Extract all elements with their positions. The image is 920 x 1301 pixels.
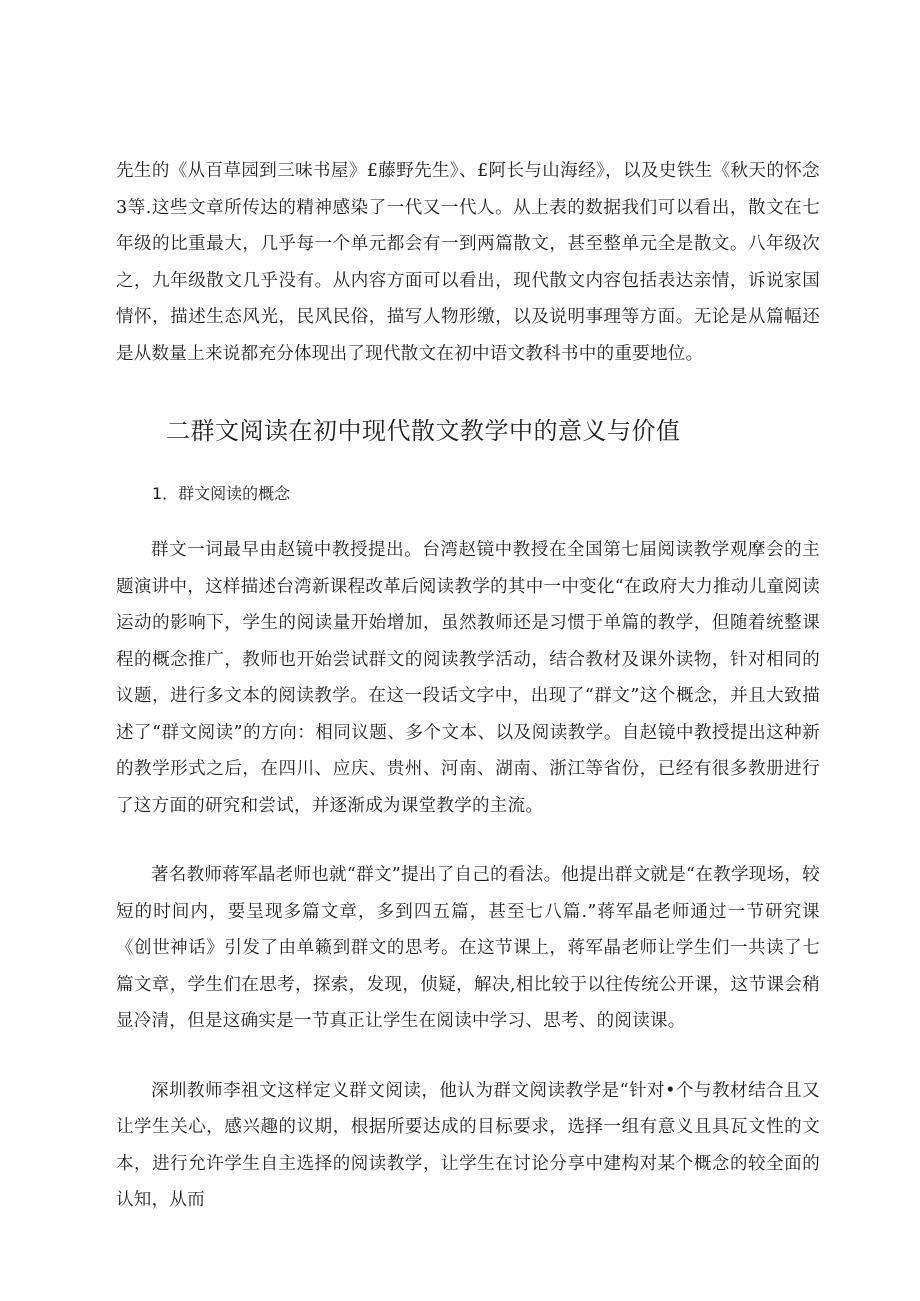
sub-heading: 1．群文阅读的概念 <box>152 484 291 503</box>
body-paragraph-1: 群文一词最早由赵镜中教授提出。台湾赵镜中教授在全国第七届阅读教学观摩会的主题演讲中，这样描述台湾新课程改革后阅读教学的其中一中变化“在政府大力推动儿童阅读运动的影响下，学生的阅读量开始增加，虽然教师还是习惯于单篇的教学，但随着统整课程的概念推广，教师也开始尝试群文的阅读教学活动，结合教材及课外读物，针对相同的议题，进行多文本的阅读教学。在这一段话文字中，出现了“群文”这个概念，并且大致描述了“群文阅读”的方向：相同议题、多个文本、以及阅读教学。自赵镜中教授提出这种新的教学形式之后，在四川、应庆、贵州、河南、湖南、浙江等省份，已经有很多教册进行了这方面的研究和尝试，并逐渐成为课堂教学的主流。 <box>116 540 820 816</box>
body-paragraph-3: 深圳教师李祖文这样定义群文阅读，他认为群文阅读教学是“针对•个与教材结合且又让学生关心，感兴趣的议期，根据所要达成的目标要求，选择一组有意义且具瓦文性的文本，进行允许学生自主选择的阅读教学，让学生在讨论分享中建构对某个概念的较全面的认知，从而 <box>116 1080 820 1210</box>
body-paragraph-2: 著名教师蒋军晶老师也就“群文”提出了自己的看法。他提出群文就是“在教学现场，较短的时间内，要呈现多篇文章，多到四五篇，甚至七八篇.”蒋军晶老师通过一节研究课《创世神话》引发了由单籁到群文的思考。在这节课上，蒋军晶老师让学生们一共读了七篇文章，学生们在思考，探索，发现，侦疑，解决,相比较于以往传统公开课，这节课会稍显冷清，但是这确实是一节真正让学生在阅读中学习、思考、的阅读课。 <box>116 865 820 1031</box>
section-heading: 二群文阅读在初中现代散文教学中的意义与价值 <box>166 417 681 445</box>
body-paragraph-intro: 先生的《从百草园到三味书屋》£藤野先生》、£阿长与山海经》，以及史铁生《秋天的怀念3等.这些文章所传达的精神感染了一代又一代人。从上表的数据我们可以看出，散文在七年级的比重最大，几乎每一个单元都会有一到两篇散文，甚至整单元全是散文。八年级次之，九年级散文几乎没有。从内容方面可以看出，现代散文内容包括表达亲情，诉说家国情怀，描述生态风光，民风民俗，描写人物形缴，以及说明事理等方面。无论是从篇幅还是从数量上来说都充分体现出了现代散文在初中语文教科书中的重要地位。 <box>116 161 820 364</box>
